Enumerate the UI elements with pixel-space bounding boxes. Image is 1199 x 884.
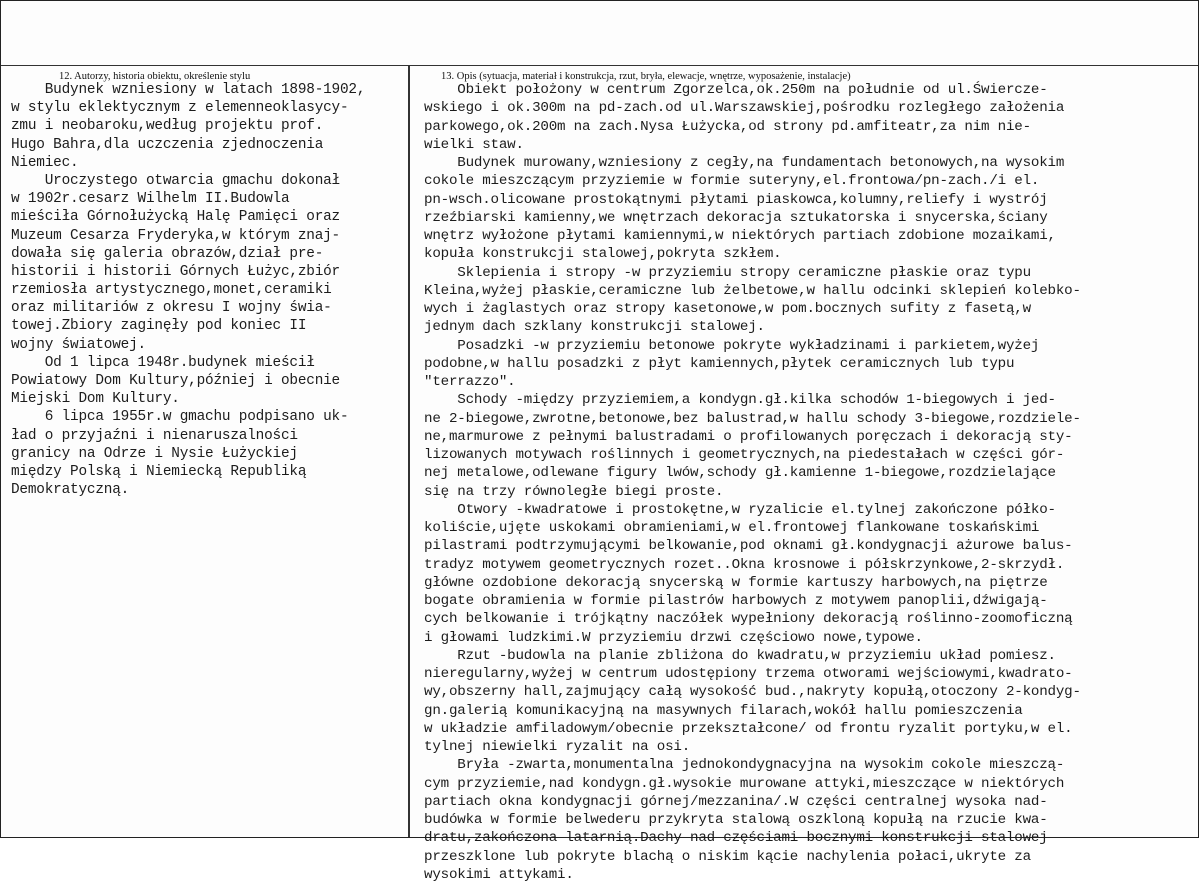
text-line: lizowanych motywach roślinnych i geometrycznych,na piedestałach w części gór- — [424, 447, 1065, 463]
right-column-text — [424, 81, 1196, 884]
text-line: Otwory -kwadratowe i prostokętne,w ryzalicie el.tylnej zakończone półko- — [424, 501, 1056, 518]
text-line: ne,marmurowe z pełnymi balustradami o profilowanych poręczach i dekoracją sty- — [424, 428, 1073, 445]
column-divider — [408, 65, 410, 837]
text-line: Rzut -budowla na planie zbliżona do kwadratu,w przyziemiu układ pomiesz. — [424, 647, 1056, 664]
text-line: wielki staw. — [424, 136, 524, 153]
text-line: Budynek wzniesiony w latach 1898-1902, — [11, 82, 366, 98]
text-line: mieściła Górnołużycką Halę Pamięci oraz — [11, 209, 340, 226]
left-column-text — [11, 81, 406, 499]
text-line: tradyz motywem geometrycznych rozet..Okna krosnowe i półskrzynkowe,2-skrzydł. — [424, 556, 1065, 573]
text-line: Miejski Dom Kultury. — [11, 391, 180, 408]
text-line: pn-wsch.olicowane prostokątnymi płytami piaskowca,kolumny,reliefy i wystrój — [424, 191, 1048, 208]
text-line: wojny światowej. — [11, 336, 146, 353]
text-line: oraz militariów z okresu I wojny świa- — [11, 300, 332, 317]
text-line: nej metalowe,odlewane figury lwów,schody gł.kamienne 1-biegowe,rozdzielające — [424, 465, 1056, 482]
text-line: wysokimi attykami. — [424, 866, 574, 883]
text-line: Sklepienia i stropy -w przyziemiu stropy ceramiczne płaskie oraz typu — [424, 264, 1031, 281]
text-line: w 1902r.cesarz Wilhelm II.Budowla — [11, 191, 290, 208]
text-line: zmu i neobaroku,według projektu prof. — [11, 118, 324, 135]
text-line: między Polską i Niemiecką Republiką — [11, 463, 307, 480]
text-line: nieregularny,wyżej w centrum udostępiony trzema otworami wejściowymi,kwadrato- — [424, 666, 1073, 682]
text-line: "terrazzo". — [424, 374, 516, 390]
text-line: granicy na Odrze i Nysie Łużyckiej — [11, 445, 298, 462]
text-line: wy,obszerny hall,zajmujący całą wysokość bud.,nakryty kopułą,otoczony 2-kondyg- — [424, 684, 1081, 701]
text-line: budówka w formie belwederu przykryta stalową oszkloną kopułą na rzucie kwa- — [424, 812, 1048, 828]
text-line: Demokratyczną. — [11, 482, 130, 499]
text-line: pilastrami podtrzymującymi belkowanie,pod oknami gł.kondygnacji ażurowe balus- — [424, 538, 1073, 555]
text-line: dowała się galeria obrazów,dział pre- — [11, 245, 324, 262]
text-line: historii i historii Górnych Łużyc,zbiór — [11, 263, 340, 280]
header-rule — [1, 65, 1198, 66]
text-line: cych belkowanie i trójkątny naczółek wypełniony dekoracją roślinno-zoomoficzną — [424, 611, 1073, 628]
text-line: bogate obramienia w formie pilastrów harbowych z motywem panoplii,dźwigają- — [424, 593, 1048, 609]
text-line: Obiekt położony w centrum Zgorzelca,ok.250m na południe od ul.Świercze- — [424, 82, 1048, 98]
text-line: główne ozdobione dekoracją snycerską w formie kartuszy harbowych,na piętrze — [424, 574, 1048, 591]
text-line: w stylu eklektycznym z elemenneoklasycy- — [11, 100, 349, 117]
text-line: parkowego,ok.200m na zach.Nysa Łużycka,od strony pd.amfiteatr,za nim nie- — [424, 118, 1031, 135]
text-line: Budynek murowany,wzniesiony z cegły,na fundamentach betonowych,na wysokim — [424, 155, 1065, 171]
text-line: Posadzki -w przyziemiu betonowe pokryte wykładzinami i parkietem,wyżej — [424, 337, 1040, 354]
text-line: ład o przyjaźni i nienaruszalności — [11, 427, 298, 444]
text-line: partiach okna kondygnacji górnej/mezzanina/.W części centralnej wysoka nad- — [424, 793, 1048, 810]
right-column-heading: 13. Opis (sytuacja, materiał i konstrukcja, rzut, bryła, elewacje, wnętrze, wyposażenie, instalacje) — [441, 71, 851, 82]
text-line: Muzeum Cesarza Fryderyka,w którym znaj- — [11, 227, 340, 244]
text-line: i głowami ludzkimi.W przyziemiu drzwi częściowo nowe,typowe. — [424, 629, 923, 646]
text-line: 6 lipca 1955r.w gmachu podpisano uk- — [11, 409, 349, 426]
left-column-heading: 12. Autorzy, historia obiektu, określenie stylu — [59, 71, 251, 82]
text-line: Kleina,wyżej płaskie,ceramiczne lub żelbetowe,w hallu odcinki sklepień kolebko- — [424, 282, 1081, 299]
text-line: cym przyziemie,nad kondygn.gł.wysokie murowane attyki,mieszczące w niektórych — [424, 775, 1065, 792]
text-line: Bryła -zwarta,monumentalna jednokondygnacyjna na wysokim cokole mieszczą- — [424, 757, 1065, 774]
text-line: rzeźbiarski kamienny,we wnętrzach dekoracja sztukatorska i snycerska,ściany — [424, 209, 1048, 226]
text-line: koliście,ujęte uskokami obramieniami,w el.frontowej flankowane toskańskimi — [424, 520, 1040, 536]
text-line: Uroczystego otwarcia gmachu dokonał — [11, 172, 340, 189]
text-line: w układzie amfiladowym/obecnie przekształcone/ od frontu ryzalit portyku,w el. — [424, 720, 1073, 737]
text-line: wnętrz wyłożone płytami kamiennymi,w niektórych partiach zdobione mozaikami, — [424, 228, 1056, 244]
text-line: wskiego i ok.300m na pd-zach.od ul.Warszawskiej,pośrodku rozległego założenia — [424, 100, 1065, 117]
text-line: Hugo Bahra,dla uczczenia zjednoczenia — [11, 136, 324, 153]
text-line: kopuła konstrukcji stalowej,pokryta szkłem. — [424, 246, 782, 263]
text-line: tylnej niewielki ryzalit na osi. — [424, 739, 691, 755]
text-line: przeszklone lub pokryte blachą o niskim kącie nachylenia połaci,ukryte za — [424, 848, 1031, 865]
text-line: cokole mieszczącym przyziemie w formie suteryny,el.frontowa/pn-zach./i el. — [424, 173, 1040, 190]
text-line: jednym dach szklany konstrukcji stalowej. — [424, 319, 765, 336]
text-line: podobne,w hallu posadzki z płyt kamiennych,płytek ceramicznych lub typu — [424, 355, 1015, 372]
text-line: rzemiosła artystycznego,monet,ceramiki — [11, 282, 332, 299]
text-line: ne 2-biegowe,zwrotne,betonowe,bez balustrad,w hallu schody 3-biegowe,rozdziele- — [424, 410, 1081, 427]
text-line: dratu,zakończona latarnią.Dachy nad częściami bocznymi konstrukcji stalowej — [424, 830, 1048, 847]
text-line: Od 1 lipca 1948r.budynek mieścił — [11, 354, 315, 371]
text-line: Niemiec. — [11, 154, 79, 171]
text-line: towej.Zbiory zaginęły pod koniec II — [11, 318, 307, 335]
text-line: się na trzy równoległe biegi proste. — [424, 483, 724, 500]
text-line: Schody -między przyziemiem,a kondygn.gł.kilka schodów 1-biegowych i jed- — [424, 392, 1056, 409]
text-line: Powiatowy Dom Kultury,później i obecnie — [11, 373, 340, 389]
text-line: wych i żaglastych oraz stropy kasetonowe,w pom.bocznych sufity z fasetą,w — [424, 301, 1031, 317]
text-line: gn.galerią komunikacyjną na masywnych filarach,wokół hallu pomieszczenia — [424, 702, 1023, 719]
